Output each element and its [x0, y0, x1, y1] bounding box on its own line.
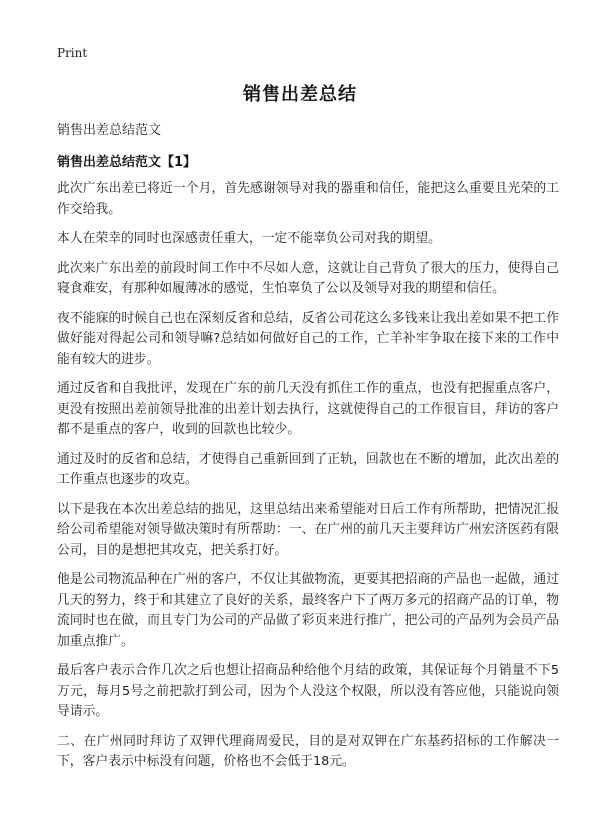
- paragraph: 此次广东出差已将近一个月，首先感谢领导对我的器重和信任，能把这么重要且光荣的工作交给我。: [57, 181, 559, 217]
- document-subtitle: 销售出差总结范文: [57, 123, 162, 138]
- page-title: 销售出差总结: [243, 84, 357, 105]
- section-heading: 销售出差总结范文【1】: [57, 155, 197, 170]
- paragraph: 二、在广州同时拜访了双钾代理商周爱民，目的是对双钾在广东基药招标的工作解决一下，客户表示中标没有问题，价格也不会低于18元。: [57, 733, 559, 769]
- print-link[interactable]: Print: [57, 46, 88, 60]
- paragraph: 夜不能寐的时候自己也在深刻反省和总结，反省公司花这么多钱来让我出差如果不把工作做好能对得起公司和领导嘛?总结如何做好自己的工作，亡羊补牢争取在接下来的工作中能有较大的进步。: [57, 310, 559, 367]
- document-body: [57, 179, 559, 782]
- paragraph: 他是公司物流品种在广州的客户，不仅让其做物流，更要其把招商的产品也一起做，通过几天的努力，终于和其建立了良好的关系，最终客户下了两万多元的招商产品的订单，物流同时也在做，而且专门为公司的产品做了彩页来进行推广，把公司的产品列为会员产品加重点推广。: [57, 572, 559, 649]
- paragraph: 通过反省和自我批评，发现在广东的前几天没有抓住工作的重点，也没有把握重点客户，更没有按照出差前领导批准的出差计划去执行，这就使得自己的工作很盲目，拜访的客户都不是重点的客户，收到的回款也比较少。: [57, 381, 559, 437]
- paragraph: 以下是我在本次出差总结的拙见，这里总结出来希望能对日后工作有所帮助，把情况汇报给公司希望能对领导做决策时有所帮助：一、在广州的前几天主要拜访广州宏济医药有限公司，目的是想把其攻克，把关系打好。: [57, 501, 559, 558]
- paragraph: 本人在荣幸的同时也深感责任重大，一定不能辜负公司对我的期望。: [57, 231, 441, 246]
- paragraph: 通过及时的反省和总结，才使得自己重新回到了正轨，回款也在不断的增加，此次出差的工作重点也逐步的攻克。: [57, 451, 559, 487]
- paragraph: 最后客户表示合作几次之后也想让招商品种给他个月结的政策，其保证每个月销量不下5万元，每月5号之前把款打到公司，因为个人没这个权限，所以没有答应他，只能说向领导请示。: [57, 663, 559, 719]
- paragraph: 此次来广东出差的前段时间工作中不尽如人意，这就让自己背负了很大的压力，使得自己寝食难安，有那种如履薄冰的感觉，生怕辜负了公以及领导对我的期望和信任。: [57, 260, 559, 296]
